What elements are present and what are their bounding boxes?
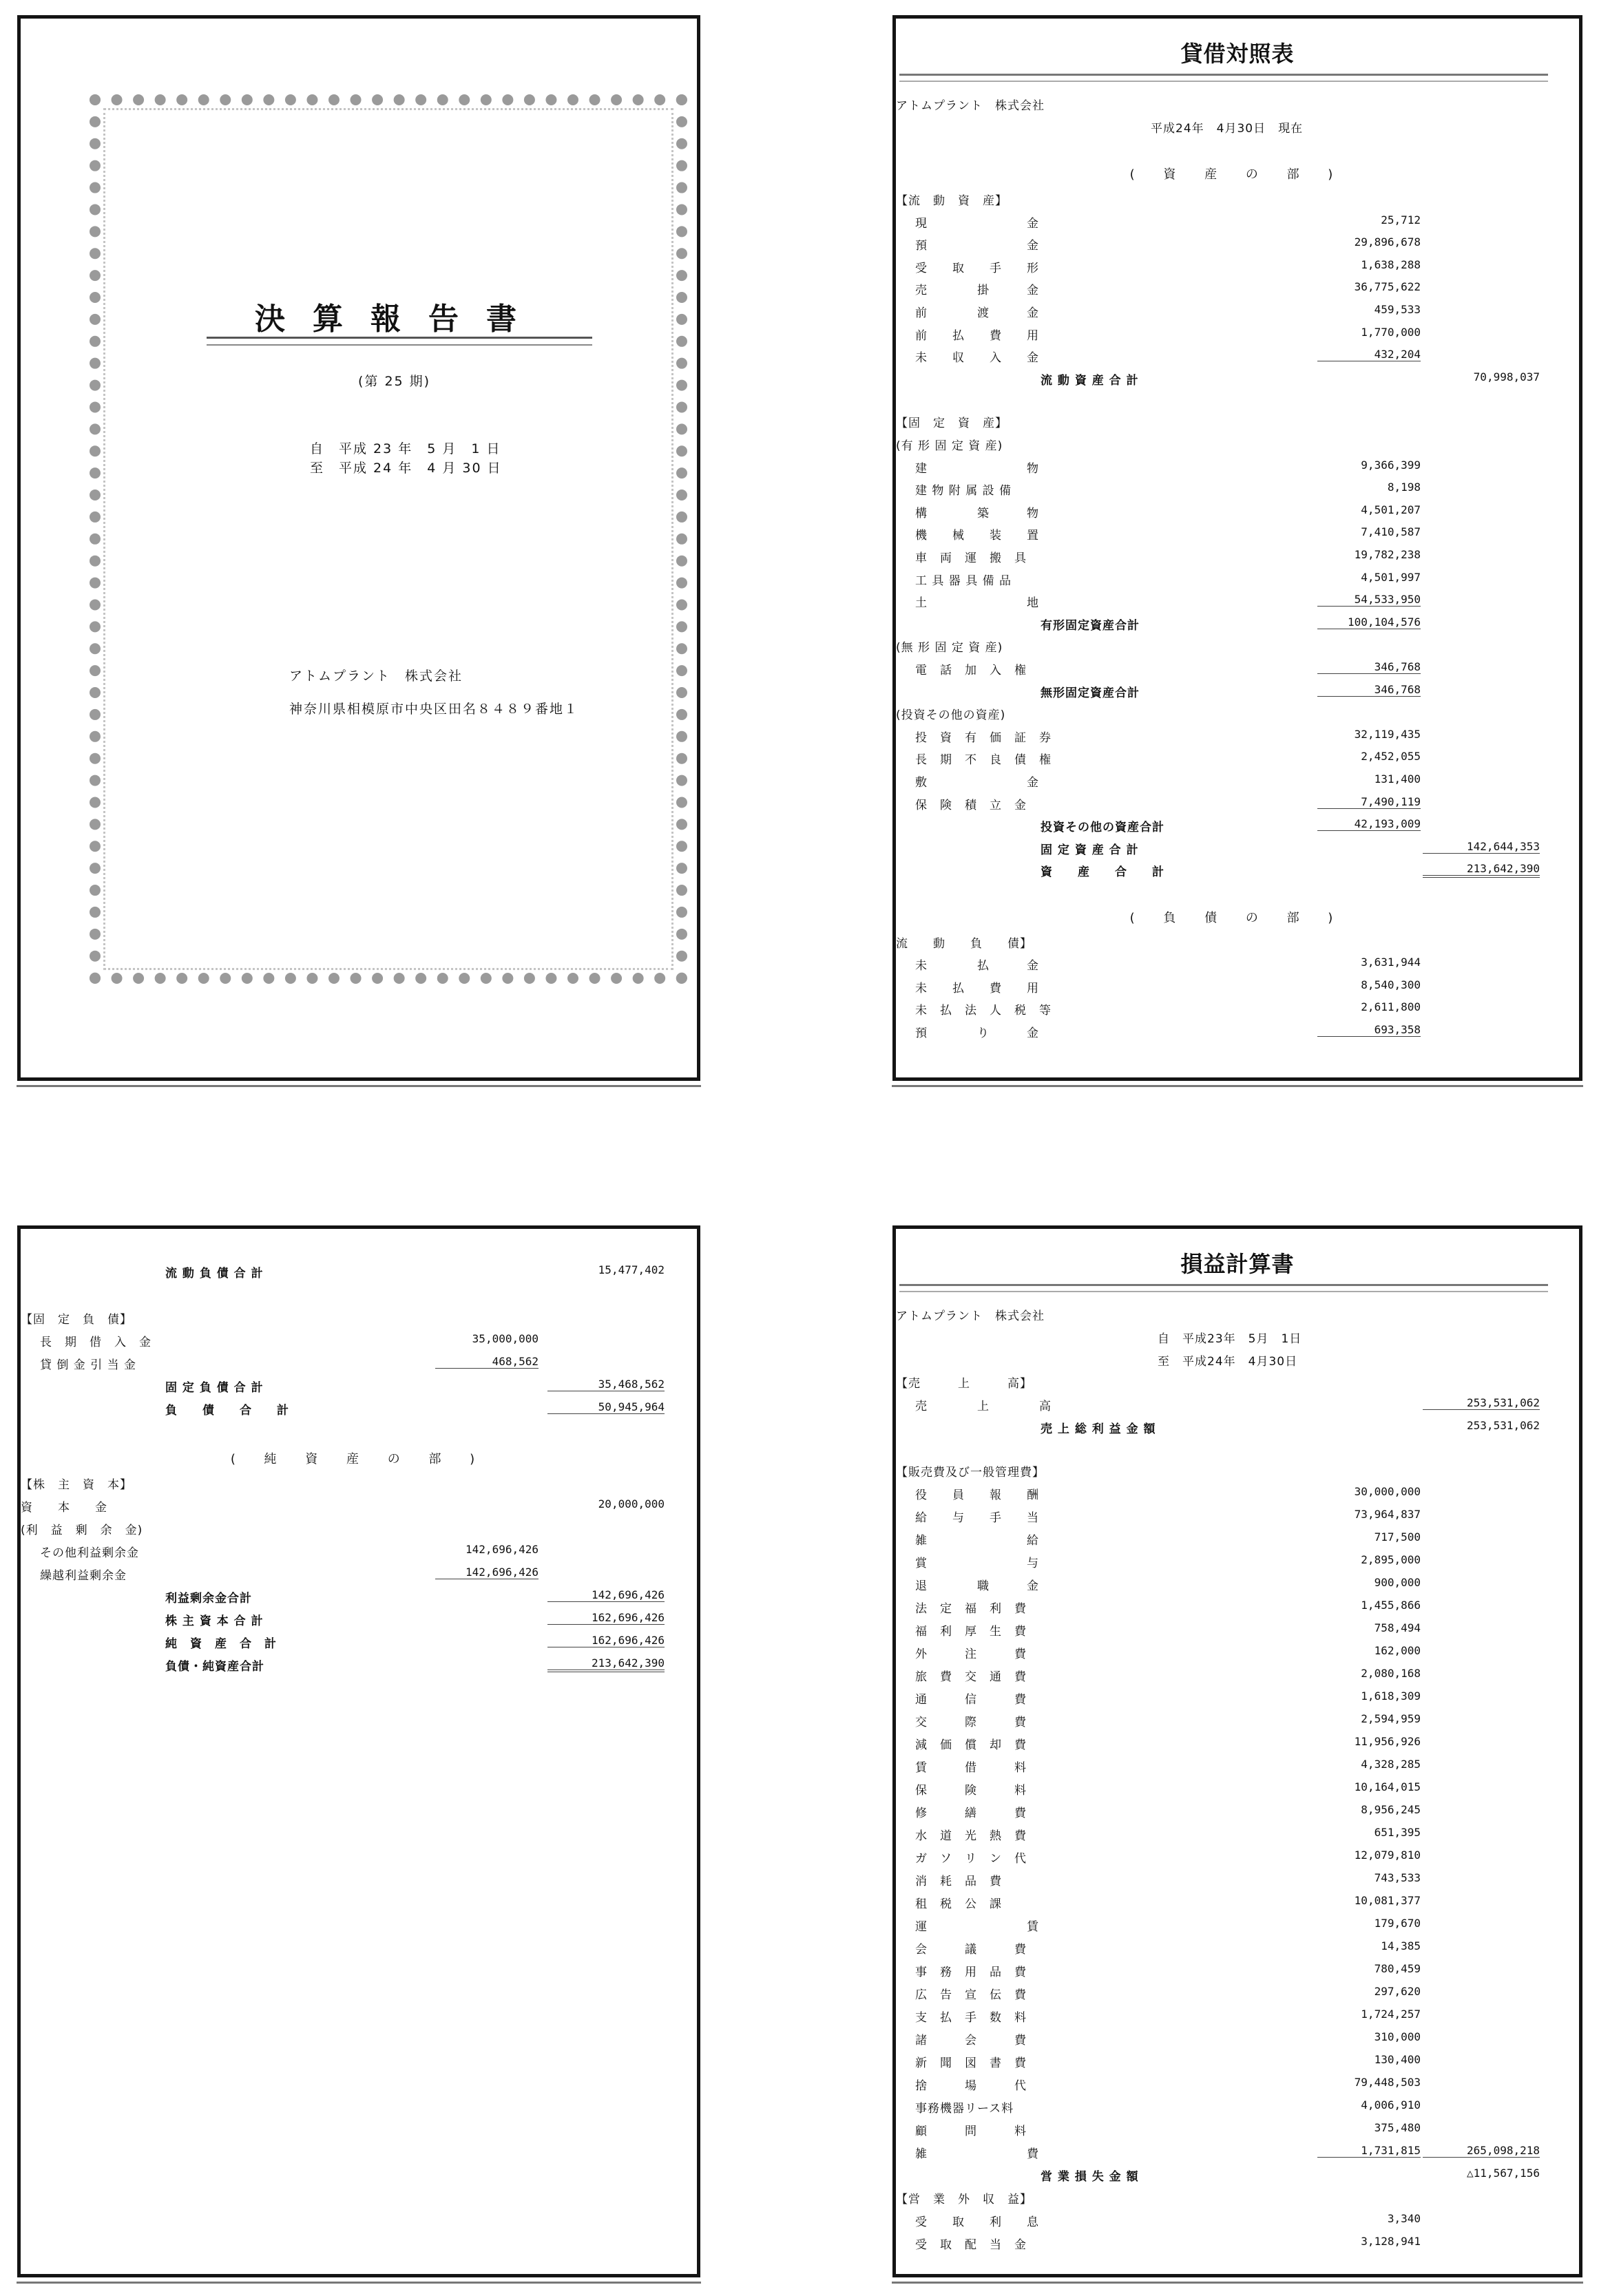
row-label: 【売 上 高】 xyxy=(896,1377,1032,1391)
ledger-row xyxy=(896,1780,1579,1801)
row-amount: 8,956,245 xyxy=(1361,1803,1421,1816)
cover-company: アトムプラント 株式会社 xyxy=(289,668,463,684)
row-label: 減 価 償 却 費 xyxy=(915,1738,1027,1752)
ledger-row xyxy=(896,1485,1579,1506)
row-amount: 8,540,300 xyxy=(1361,978,1421,991)
row-amount: 780,459 xyxy=(1374,1962,1421,1975)
cover-to-date: 至 平成 24 年 4 月 30 日 xyxy=(310,461,502,476)
row-label: 投資その他の資産合計 xyxy=(1041,821,1164,835)
ledger-row xyxy=(896,1849,1579,1869)
ledger-row xyxy=(896,956,1579,976)
row-label: 固 定 資 産 合 計 xyxy=(1041,843,1139,857)
ledger-row xyxy=(21,1332,697,1353)
ledger-row xyxy=(896,2167,1579,2187)
row-label: 未 払 費 用 xyxy=(915,981,1039,996)
row-label: 事務機器リース料 xyxy=(915,2102,1014,2116)
cover-from-date: 自 平成 23 年 5 月 1 日 xyxy=(310,441,501,456)
ledger-row xyxy=(21,1588,697,1609)
row-label: 繰越利益剰余金 xyxy=(40,1569,127,1583)
row-total: △11,567,156 xyxy=(1467,2167,1540,2180)
row-total: 213,642,390 xyxy=(547,1656,665,1672)
ledger-row xyxy=(896,503,1579,524)
balance-sheet-continued-page xyxy=(17,1225,700,2277)
row-label: 消 耗 品 費 xyxy=(915,1875,1002,1888)
row-label: 捨 場 代 xyxy=(915,2079,1027,2093)
row-label: 保 険 料 xyxy=(915,1784,1027,1798)
row-amount: 162,000 xyxy=(1374,1644,1421,1657)
row-amount: 3,340 xyxy=(1387,2212,1421,2225)
row-label: 雑 費 xyxy=(915,2147,1039,2161)
row-label: 株 主 資 本 合 計 xyxy=(165,1614,264,1628)
cover-period: (第 25 期) xyxy=(358,374,431,389)
ledger-row xyxy=(896,683,1579,704)
row-label: 資 本 金 xyxy=(21,1501,107,1515)
ledger-row xyxy=(896,705,1579,726)
title-rule xyxy=(899,1284,1548,1292)
ledger-row xyxy=(896,436,1579,456)
ledger-row xyxy=(896,728,1579,748)
row-label: 雑 給 xyxy=(915,1534,1039,1548)
row-amount: 717,500 xyxy=(1374,1530,1421,1544)
row-label: 流 動 資 産 合 計 xyxy=(1041,373,1139,388)
row-amount: 19,782,238 xyxy=(1354,548,1421,561)
row-amount: 79,448,503 xyxy=(1354,2076,1421,2089)
row-amount: 375,480 xyxy=(1374,2121,1421,2134)
row-label: 福 利 厚 生 費 xyxy=(915,1625,1027,1639)
ledger-row xyxy=(896,280,1579,301)
ledger-row xyxy=(896,413,1579,434)
row-amount: 4,501,207 xyxy=(1361,503,1421,516)
row-label: 機 械 装 置 xyxy=(915,529,1039,543)
row-amount: 2,895,000 xyxy=(1361,1553,1421,1566)
cover-address: 神奈川県相模原市中央区田名８４８９番地１ xyxy=(289,702,579,717)
ledger-row xyxy=(896,235,1579,256)
ledger-row xyxy=(896,2189,1579,2210)
row-label: 通 信 費 xyxy=(915,1693,1027,1707)
row-amount: 36,775,622 xyxy=(1354,280,1421,294)
row-label: 敷 金 xyxy=(915,776,1039,790)
row-label: 【固 定 負 債】 xyxy=(21,1313,132,1327)
row-amount: 297,620 xyxy=(1374,1985,1421,1998)
row-amount: 693,358 xyxy=(1317,1023,1421,1037)
ledger-row xyxy=(896,1803,1579,1824)
ledger-row xyxy=(21,1634,697,1654)
row-amount: 130,400 xyxy=(1374,2053,1421,2066)
row-amount: 651,395 xyxy=(1374,1826,1421,1839)
balance-sheet-title: 貸借対照表 xyxy=(1180,41,1295,67)
cover-title-rule xyxy=(207,337,592,346)
row-label: 受 取 配 当 金 xyxy=(915,2238,1027,2252)
row-label: 売 上 総 利 益 金 額 xyxy=(1041,1422,1156,1436)
ledger-row xyxy=(896,258,1579,279)
row-label: (利 益 剰 余 金) xyxy=(21,1524,143,1537)
row-amount: 4,006,910 xyxy=(1361,2098,1421,2111)
row-label: 負債・純資産合計 xyxy=(165,1660,264,1674)
row-label: 新 聞 図 書 費 xyxy=(915,2056,1027,2070)
row-label: 未 払 金 xyxy=(915,959,1039,973)
row-label: 前 払 費 用 xyxy=(915,328,1039,343)
liabilities-section-header: ( 負 債 の 部 ) xyxy=(1129,911,1346,925)
row-label: 役 員 報 酬 xyxy=(915,1488,1039,1502)
ledger-row xyxy=(896,213,1579,234)
ledger-row xyxy=(896,1023,1579,1044)
row-amount: 131,400 xyxy=(1374,772,1421,786)
row-amount: 1,731,815 xyxy=(1317,2144,1421,2158)
row-amount: 2,611,800 xyxy=(1361,1000,1421,1014)
ledger-row xyxy=(896,2030,1579,2051)
income-statement-title: 損益計算書 xyxy=(1180,1251,1295,1277)
row-amount: 1,638,288 xyxy=(1361,257,1421,271)
ledger-row xyxy=(896,1530,1579,1551)
row-total: 253,531,062 xyxy=(1467,1419,1540,1432)
row-amount: 459,533 xyxy=(1374,303,1421,316)
title-rule xyxy=(899,74,1548,82)
row-amount: 35,000,000 xyxy=(472,1332,539,1345)
row-label: 外 注 費 xyxy=(915,1647,1027,1661)
row-label: 保 険 積 立 金 xyxy=(915,798,1027,812)
ledger-row xyxy=(896,840,1579,861)
ledger-row xyxy=(896,817,1579,838)
row-amount: 10,164,015 xyxy=(1354,1780,1421,1793)
row-label: 未 払 法 人 税 等 xyxy=(915,1004,1052,1018)
ledger-row xyxy=(21,1400,697,1421)
row-label: 土 地 xyxy=(915,596,1039,611)
row-label: その他利益剰余金 xyxy=(40,1546,139,1560)
ledger-row xyxy=(896,1553,1579,1574)
ledger-row xyxy=(896,1894,1579,1915)
ledger-row xyxy=(896,1419,1579,1440)
row-total: 162,696,426 xyxy=(547,1611,665,1625)
row-label: 給 与 手 当 xyxy=(915,1511,1039,1525)
row-label: 【営 業 外 収 益】 xyxy=(896,2193,1032,2207)
row-amount: 2,594,959 xyxy=(1361,1712,1421,1725)
row-amount: 1,770,000 xyxy=(1361,325,1421,339)
row-label: 【固 定 資 産】 xyxy=(896,417,1007,431)
row-amount: 9,366,399 xyxy=(1361,458,1421,472)
ledger-row xyxy=(896,1826,1579,1846)
row-amount: 11,956,926 xyxy=(1354,1735,1421,1748)
row-label: 工 具 器 具 備 品 xyxy=(915,573,1012,588)
row-label: 旅 費 交 通 費 xyxy=(915,1670,1027,1684)
ledger-row xyxy=(21,1566,697,1586)
row-label: 現 金 xyxy=(915,216,1039,231)
row-label: (無 形 固 定 資 産) xyxy=(896,641,1003,655)
ledger-row xyxy=(896,2121,1579,2142)
row-label: 支 払 手 数 料 xyxy=(915,2011,1027,2025)
row-amount: 4,501,997 xyxy=(1361,570,1421,584)
cover-title: 決算報告書 xyxy=(255,302,544,337)
row-amount: 29,896,678 xyxy=(1354,235,1421,249)
ledger-row xyxy=(896,2053,1579,2074)
ledger-row xyxy=(896,2235,1579,2255)
bs-company: アトムプラント 株式会社 xyxy=(896,99,1045,113)
ledger-row xyxy=(896,934,1579,954)
row-label: 資 産 合 計 xyxy=(1041,865,1164,880)
ledger-row xyxy=(896,593,1579,613)
ledger-row xyxy=(896,750,1579,770)
ledger-row xyxy=(896,1000,1579,1021)
row-label: ガ ソ リ ン 代 xyxy=(915,1852,1027,1866)
row-label: 会 議 費 xyxy=(915,1943,1027,1957)
row-label: 預 り 金 xyxy=(915,1026,1039,1040)
row-amount: 2,080,168 xyxy=(1361,1667,1421,1680)
row-amount: 42,193,009 xyxy=(1317,817,1421,831)
ledger-row xyxy=(896,571,1579,591)
row-amount: 758,494 xyxy=(1374,1621,1421,1634)
row-total: 15,477,402 xyxy=(598,1263,665,1276)
row-label: 交 際 費 xyxy=(915,1716,1027,1729)
row-label: (投資その他の資産) xyxy=(896,708,1006,723)
ledger-row xyxy=(896,978,1579,999)
ledger-row xyxy=(21,1355,697,1376)
row-label: 売 上 高 xyxy=(915,1400,1052,1413)
row-amount: 346,768 xyxy=(1317,660,1421,674)
pl-company: アトムプラント 株式会社 xyxy=(896,1309,1045,1323)
row-amount: 12,079,810 xyxy=(1354,1849,1421,1862)
ledger-row xyxy=(21,1263,697,1284)
row-label: 建 物 附 属 設 備 xyxy=(915,484,1012,498)
row-label: 顧 問 料 xyxy=(915,2125,1027,2138)
row-label: (有 形 固 定 資 産) xyxy=(896,439,1003,453)
row-label: 営 業 損 失 金 額 xyxy=(1041,2170,1139,2184)
row-amount: 30,000,000 xyxy=(1354,1485,1421,1498)
row-total: 142,644,353 xyxy=(1423,840,1540,854)
ledger-row xyxy=(896,1689,1579,1710)
ledger-row xyxy=(896,1599,1579,1619)
row-amount: 73,964,837 xyxy=(1354,1508,1421,1521)
ledger-row xyxy=(21,1475,697,1495)
row-label: 諸 会 費 xyxy=(915,2034,1027,2047)
row-amount: 346,768 xyxy=(1317,683,1421,697)
row-total: 162,696,426 xyxy=(547,1634,665,1647)
row-label: 【流 動 資 産】 xyxy=(896,194,1007,208)
row-total: 213,642,390 xyxy=(1423,862,1540,878)
row-label: 賃 借 料 xyxy=(915,1761,1027,1775)
row-amount: 100,104,576 xyxy=(1317,615,1421,629)
row-amount: 7,410,587 xyxy=(1361,525,1421,539)
row-total: 20,000,000 xyxy=(598,1497,665,1510)
ledger-row xyxy=(896,1373,1579,1394)
pl-from-date: 自 平成23年 5月 1日 xyxy=(1158,1332,1302,1346)
ledger-row xyxy=(896,1735,1579,1756)
row-amount: 310,000 xyxy=(1374,2030,1421,2043)
ledger-row xyxy=(896,370,1579,391)
row-amount: 2,452,055 xyxy=(1361,750,1421,763)
row-amount: 8,198 xyxy=(1387,481,1421,494)
row-label: 貸 倒 金 引 当 金 xyxy=(40,1358,137,1372)
row-label: 賞 与 xyxy=(915,1557,1039,1570)
row-label: 【販売費及び一般管理費】 xyxy=(896,1466,1045,1479)
row-amount: 14,385 xyxy=(1381,1939,1421,1952)
ledger-row xyxy=(896,548,1579,569)
decorative-border xyxy=(90,94,687,984)
row-label: 純 資 産 合 計 xyxy=(165,1637,277,1651)
ledger-row xyxy=(21,1520,697,1541)
ledger-row xyxy=(896,1962,1579,1983)
row-total: 50,945,964 xyxy=(547,1400,665,1414)
row-label: 利益剰余金合計 xyxy=(165,1592,252,1605)
ledger-row xyxy=(21,1497,697,1518)
ledger-row xyxy=(896,660,1579,681)
row-label: 事 務 用 品 費 xyxy=(915,1966,1027,1979)
ledger-row xyxy=(896,191,1579,211)
row-label: 未 収 入 金 xyxy=(915,351,1039,366)
row-total: 253,531,062 xyxy=(1423,1396,1540,1410)
ledger-row xyxy=(896,1621,1579,1642)
ledger-row xyxy=(896,1462,1579,1483)
ledger-row xyxy=(896,1712,1579,1733)
ledger-row xyxy=(896,1985,1579,2005)
row-amount: 1,724,257 xyxy=(1361,2008,1421,2021)
row-label: 租 税 公 課 xyxy=(915,1897,1002,1911)
ledger-row xyxy=(896,348,1579,368)
ledger-row xyxy=(896,481,1579,501)
cover-page xyxy=(17,15,700,1081)
ledger-row xyxy=(896,2212,1579,2233)
ledger-row xyxy=(896,795,1579,816)
row-label: 受 取 利 息 xyxy=(915,2215,1039,2229)
ledger-row xyxy=(896,862,1579,883)
row-total: 265,098,218 xyxy=(1423,2144,1540,2158)
row-amount: 1,455,866 xyxy=(1361,1599,1421,1612)
ledger-row xyxy=(21,1378,697,1398)
row-amount: 4,328,285 xyxy=(1361,1758,1421,1771)
bs-date: 平成24年 4月30日 現在 xyxy=(1151,122,1304,136)
row-total: 70,998,037 xyxy=(1473,370,1540,383)
row-label: 固 定 負 債 合 計 xyxy=(165,1381,264,1395)
row-total: 142,696,426 xyxy=(547,1588,665,1602)
row-label: 広 告 宣 伝 費 xyxy=(915,1988,1027,2002)
row-amount: 32,119,435 xyxy=(1354,727,1421,741)
ledger-row xyxy=(896,2144,1579,2165)
net_assets-section-header: ( 純 資 産 の 部 ) xyxy=(230,1452,488,1466)
ledger-row xyxy=(896,1917,1579,1937)
ledger-row xyxy=(896,1396,1579,1417)
ledger-row xyxy=(896,2076,1579,2096)
ledger-row xyxy=(896,2008,1579,2028)
row-label: 有形固定資産合計 xyxy=(1041,618,1140,633)
pl-to-date: 至 平成24年 4月30日 xyxy=(1158,1355,1298,1369)
ledger-row xyxy=(896,638,1579,658)
row-label: 退 職 金 xyxy=(915,1579,1039,1593)
row-amount: 54,533,950 xyxy=(1317,593,1421,607)
row-label: 修 繕 費 xyxy=(915,1807,1027,1820)
assets-section-header: ( 資 産 の 部 ) xyxy=(1129,167,1346,182)
ledger-row xyxy=(896,303,1579,324)
income-statement-page xyxy=(892,1225,1582,2277)
row-label: 法 定 福 利 費 xyxy=(915,1602,1027,1616)
row-amount: 25,712 xyxy=(1381,213,1421,227)
row-label: 投 資 有 価 証 券 xyxy=(915,730,1052,745)
row-label: 売 掛 金 xyxy=(915,284,1039,298)
row-amount: 179,670 xyxy=(1374,1917,1421,1930)
row-label: 前 渡 金 xyxy=(915,306,1039,320)
row-label: 長 期 不 良 債 権 xyxy=(915,753,1052,768)
row-amount: 432,204 xyxy=(1317,348,1421,361)
row-amount: 900,000 xyxy=(1374,1576,1421,1589)
ledger-row xyxy=(896,1871,1579,1892)
row-label: 【株 主 資 本】 xyxy=(21,1478,132,1492)
row-label: 建 物 xyxy=(915,461,1039,476)
row-label: 水 道 光 熱 費 xyxy=(915,1829,1027,1843)
ledger-row xyxy=(896,772,1579,793)
ledger-row xyxy=(896,2098,1579,2119)
row-amount: 468,562 xyxy=(435,1355,539,1369)
row-amount: 3,631,944 xyxy=(1361,956,1421,969)
ledger-row xyxy=(896,459,1579,479)
ledger-row xyxy=(896,1508,1579,1528)
ledger-row xyxy=(896,1939,1579,1960)
ledger-row xyxy=(896,1758,1579,1778)
ledger-row xyxy=(896,525,1579,546)
ledger-row xyxy=(896,1667,1579,1687)
row-amount: 142,696,426 xyxy=(466,1543,539,1556)
row-amount: 7,490,119 xyxy=(1317,795,1421,809)
row-label: 流 動 負 債】 xyxy=(896,936,1032,951)
ledger-row xyxy=(896,326,1579,346)
row-amount: 10,081,377 xyxy=(1354,1894,1421,1907)
ledger-row xyxy=(896,1644,1579,1665)
row-label: 運 賃 xyxy=(915,1920,1039,1934)
row-label: 受 取 手 形 xyxy=(915,261,1039,275)
row-amount: 743,533 xyxy=(1374,1871,1421,1884)
ledger-row xyxy=(21,1611,697,1632)
row-amount: 142,696,426 xyxy=(435,1566,539,1579)
row-label: 長 期 借 入 金 xyxy=(40,1336,151,1349)
row-label: 車 両 運 搬 具 xyxy=(915,551,1027,565)
row-label: 預 金 xyxy=(915,239,1039,253)
ledger-row xyxy=(21,1309,697,1330)
row-label: 電 話 加 入 権 xyxy=(915,664,1027,677)
row-amount: 3,128,941 xyxy=(1361,2235,1421,2248)
row-label: 構 築 物 xyxy=(915,506,1039,520)
ledger-row xyxy=(21,1543,697,1563)
ledger-row xyxy=(21,1656,697,1677)
ledger-row xyxy=(896,615,1579,636)
balance-sheet-page xyxy=(892,15,1582,1081)
row-amount: 1,618,309 xyxy=(1361,1689,1421,1703)
ledger-row xyxy=(896,1576,1579,1597)
row-label: 無形固定資産合計 xyxy=(1041,686,1140,700)
row-total: 35,468,562 xyxy=(547,1378,665,1391)
row-label: 負 債 合 計 xyxy=(165,1404,289,1418)
row-label: 流 動 負 債 合 計 xyxy=(165,1267,264,1281)
